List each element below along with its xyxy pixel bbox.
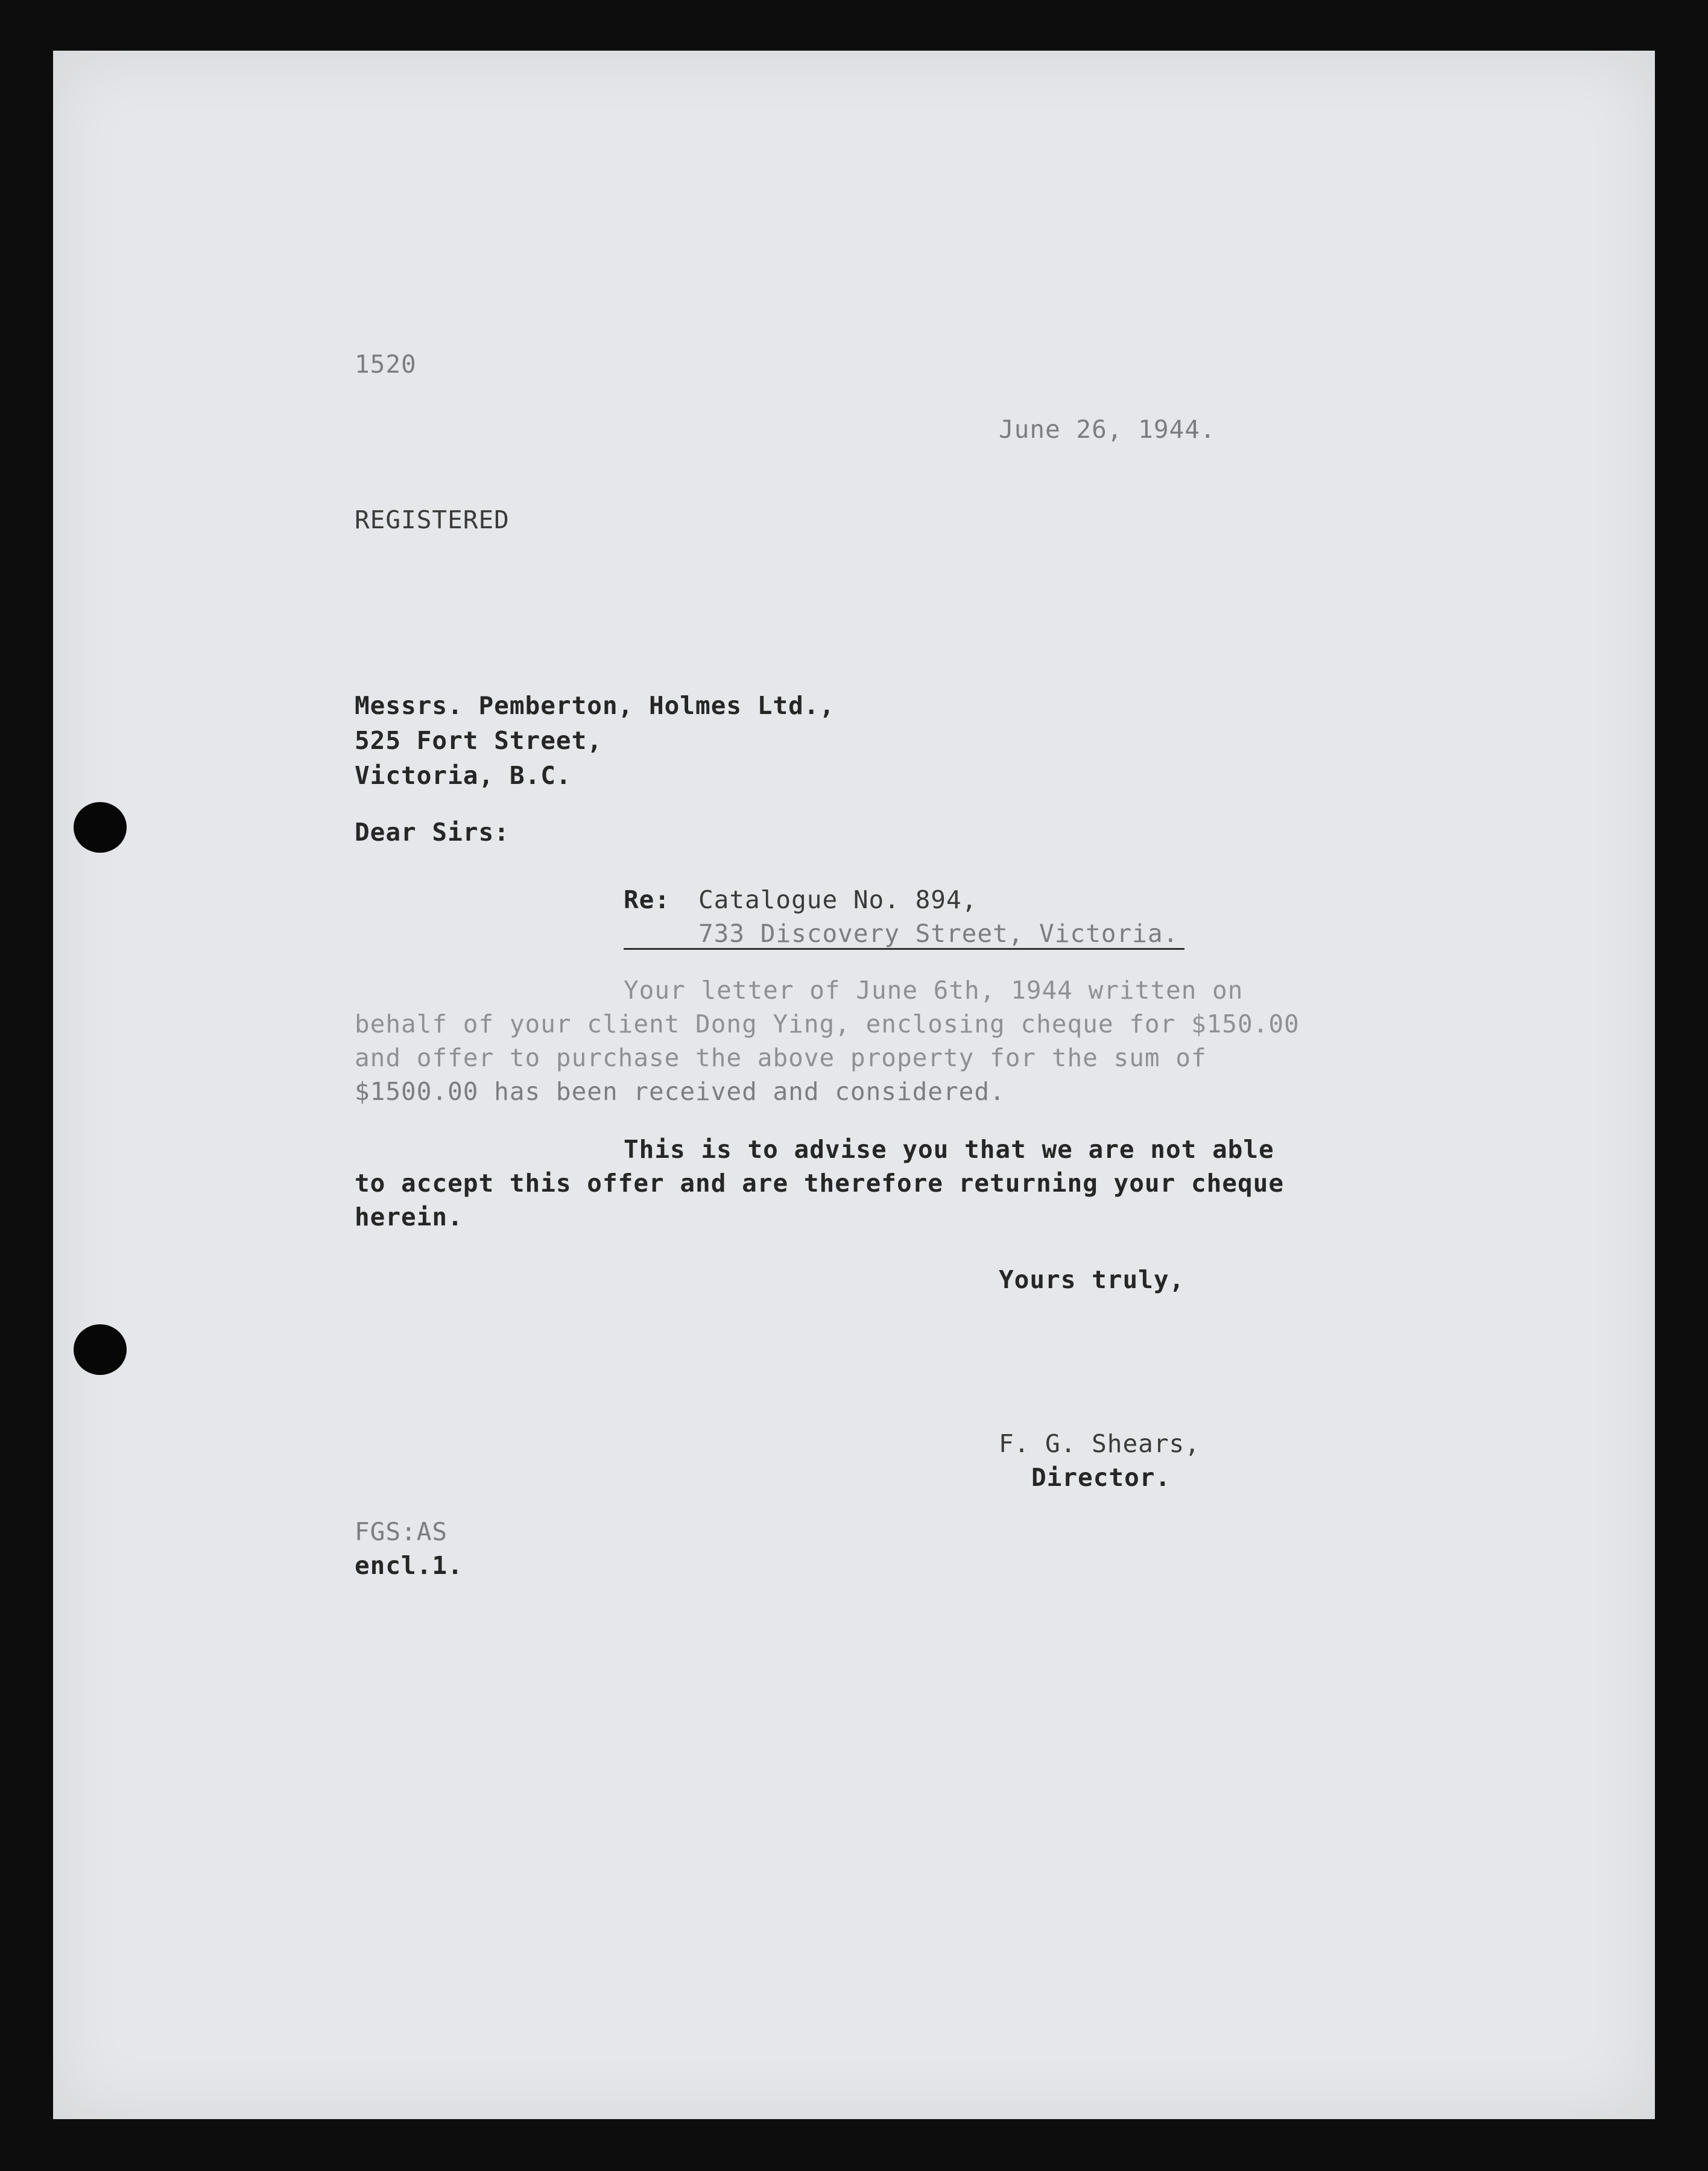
recipient-line-3: Victoria, B.C. [355, 761, 572, 790]
subject-label: Re: [624, 885, 671, 914]
typist-initials: FGS:AS [355, 1517, 448, 1546]
paragraph-2-line-1: This is to advise you that we are not able [624, 1135, 1274, 1164]
recipient-line-2: 525 Fort Street, [355, 726, 603, 755]
signature-name: F. G. Shears, [999, 1429, 1200, 1458]
closing: Yours truly, [999, 1265, 1185, 1294]
punch-hole [74, 802, 127, 853]
paragraph-1-line-1: Your letter of June 6th, 1944 written on [624, 976, 1244, 1005]
punch-hole [74, 1324, 127, 1375]
enclosure-note: encl.1. [355, 1551, 463, 1580]
signature-title: Director. [1031, 1463, 1171, 1492]
file-number: 1520 [355, 350, 417, 379]
paragraph-1-line-3: and offer to purchase the above property for the sum of [355, 1043, 1207, 1072]
paragraph-2-line-3: herein. [355, 1202, 463, 1231]
paragraph-1-line-2: behalf of your client Dong Ying, enclosing cheque for $150.00 [355, 1010, 1300, 1038]
registered-mark: REGISTERED [355, 505, 510, 534]
paragraph-1-line-4: $1500.00 has been received and considered. [355, 1077, 1005, 1106]
subject-line-2: 733 Discovery Street, Victoria. [698, 919, 1179, 948]
recipient-line-1: Messrs. Pemberton, Holmes Ltd., [355, 691, 835, 720]
subject-line-1: Catalogue No. 894, [698, 885, 978, 914]
letter-date: June 26, 1944. [999, 415, 1216, 444]
salutation: Dear Sirs: [355, 818, 510, 847]
paragraph-2-line-2: to accept this offer and are therefore returning your cheque [355, 1169, 1285, 1198]
subject-underline [624, 948, 1185, 950]
